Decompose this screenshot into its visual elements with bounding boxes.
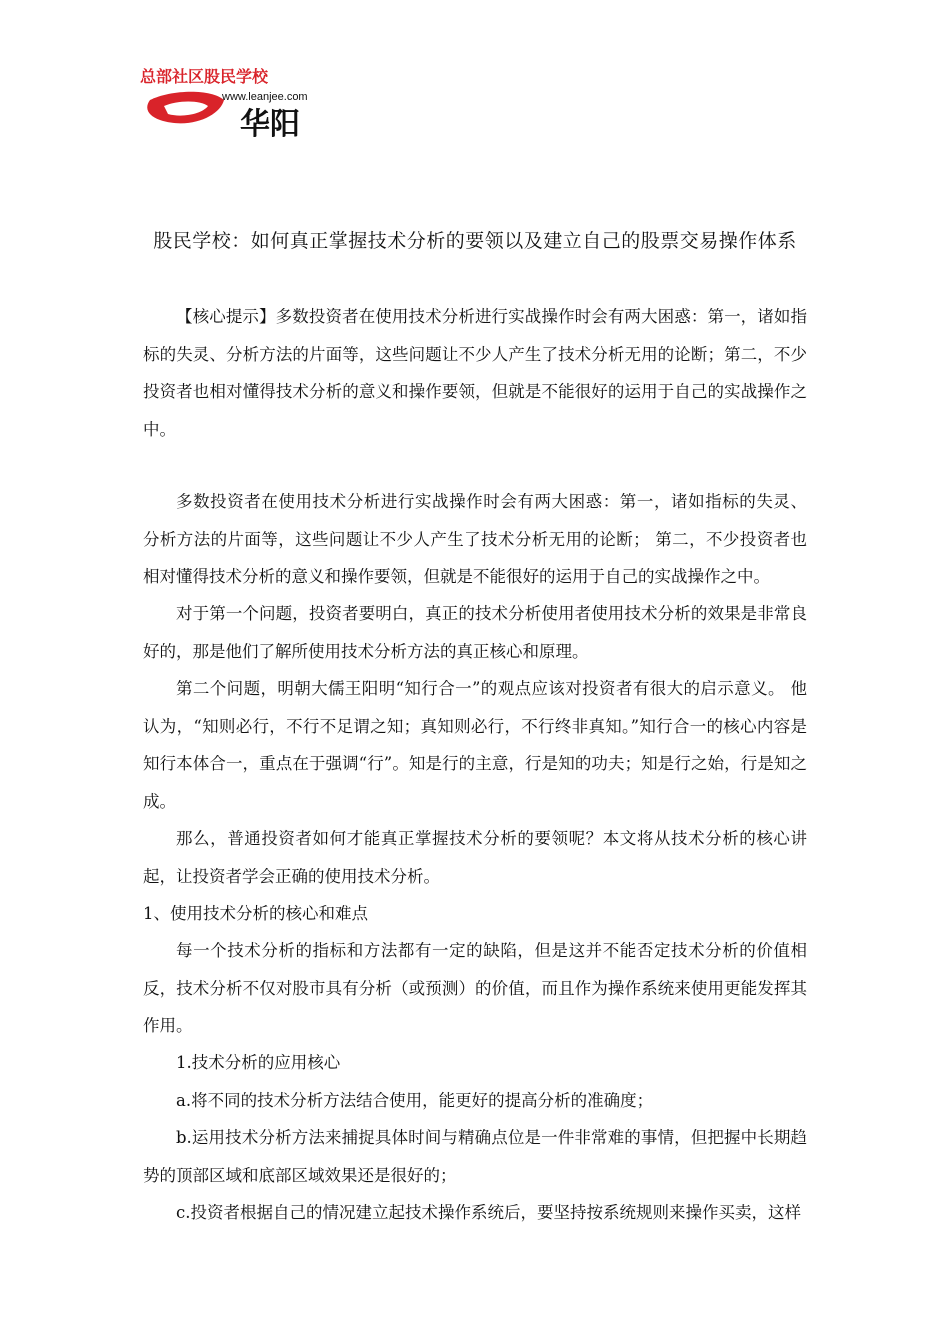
paragraph: 多数投资者在使用技术分析进行实战操作时会有两大困惑：第一，诸如指标的失灵、 分析方法的片面等，这些问题让不少人产生了技术分析无用的论断； 第二，不少投资者也相对懂得技术分析的意义和操作要领，但就是不能很好的运用于自己的实战操作之中。 — [143, 492, 807, 586]
paragraph: 第二个问题，明朝大儒王阳明“知行合一”的观点应该对投资者有很大的启示意义。 他认为，“知则必行，不行不足谓之知；真知则必行，不行终非真知。”知行合一的核心内容是知行本体合一，重点在于强调“行”。知是行的主意，行是知的功夫；知是行之始，行是知之成。 — [143, 679, 807, 811]
page-title: 股民学校：如何真正掌握技术分析的要领以及建立自己的股票交易操作体系 — [153, 230, 797, 252]
paragraph: 那么，普通投资者如何才能真正掌握技术分析的要领呢？本文将从技术分析的核心讲起，让投资者学会正确的使用技术分析。 — [143, 829, 807, 886]
logo-url: www.leanjee.com — [222, 91, 308, 103]
summary-text: 多数投资者在使用技术分析进行实战操作时会有两大困惑：第一，诸如指标的失灵、分析方法的片面等，这些问题让不少人产生了技术分析无用的论断；第二，不少投资者也相对懂得技术分析的意义和操作要领，但就是不能很好的运用于自己的实战操作之中。 — [143, 307, 808, 439]
subsection-heading: 1.技术分析的应用核心 — [176, 1053, 341, 1072]
site-logo — [140, 60, 360, 150]
summary-label: 【核心提示】 — [176, 307, 276, 326]
paragraph: 对于第一个问题，投资者要明白，真正的技术分析使用者使用技术分析的效果是非常良好的，那是他们了解所使用技术分析方法的真正核心和原理。 — [143, 604, 807, 661]
list-item: c.投资者根据自己的情况建立起技术操作系统后，要坚持按系统规则来操作买卖，这样 — [176, 1203, 801, 1222]
summary-paragraph — [143, 298, 807, 448]
paragraph: 每一个技术分析的指标和方法都有一定的缺陷，但是这并不能否定技术分析的价值相反，技术分析不仅对股市具有分析（或预测）的价值，而且作为操作系统来使用更能发挥其作用。 — [143, 941, 807, 1035]
list-item: b.运用技术分析方法来捕捉具体时间与精确点位是一件非常难的事情，但把握中长期趋势的顶部区域和底部区域效果还是很好的； — [143, 1128, 807, 1185]
logo-text: 总部社区股民学校 — [140, 69, 269, 86]
logo-graphic — [140, 60, 360, 150]
list-item: a.将不同的技术分析方法结合使用，能更好的提高分析的准确度； — [176, 1091, 654, 1110]
logo-mark: 华阳 — [240, 108, 300, 141]
section-heading: 1、使用技术分析的核心和难点 — [143, 904, 368, 923]
